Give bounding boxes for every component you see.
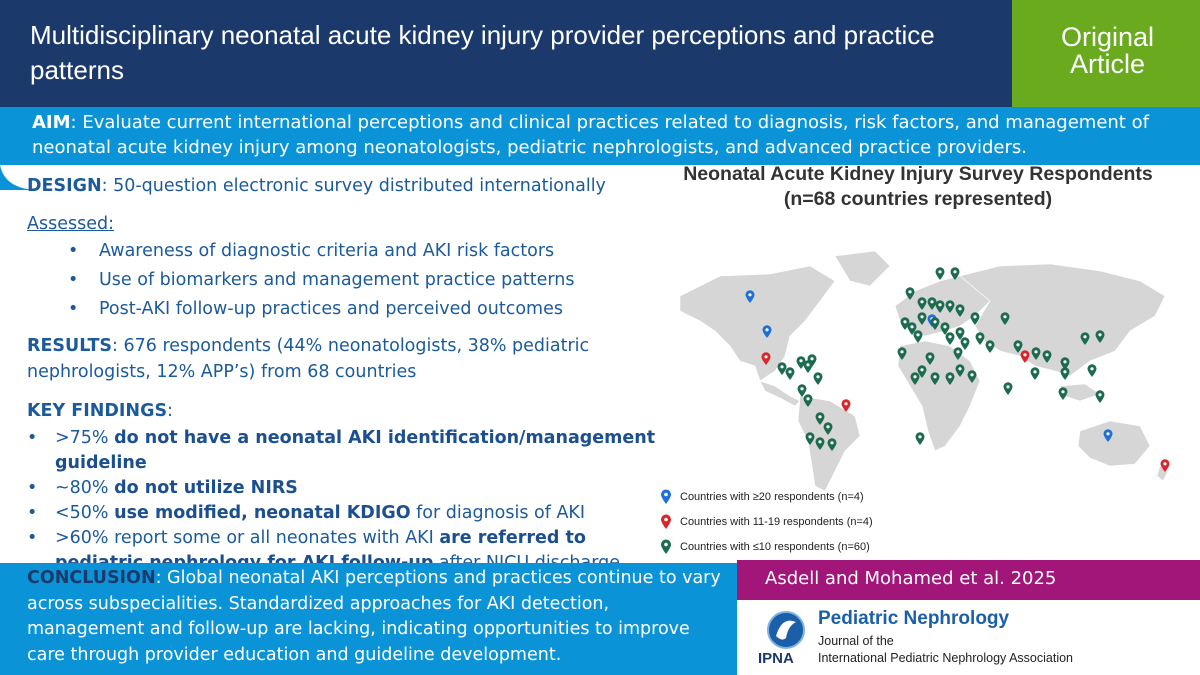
aim-label: AIM (32, 112, 71, 133)
pin-blue-icon (660, 489, 672, 505)
continent-africa (898, 341, 980, 451)
journal-subtitle-1: Journal of the (818, 634, 894, 648)
world-map (660, 236, 1180, 496)
key-finding-item: • ~80% do not utilize NIRS (27, 476, 727, 501)
map-title (660, 162, 1176, 212)
results-section (27, 333, 667, 385)
key-finding-item: • >75% do not have a neonatal AKI identification/management guideline (27, 426, 727, 476)
country-pin (1004, 382, 1013, 395)
conclusion-section (27, 566, 727, 668)
badge-text (1061, 24, 1154, 78)
continent-greenland (835, 251, 890, 286)
conclusion-text: : Global neonatal AKI perceptions and practices continue to vary across subspecialities. Standardized approaches for AKI detection, management and follow-up are lacking, indicating opportunities to improve care through provider education and guideline development. (27, 568, 721, 665)
country-pin (1031, 367, 1040, 380)
country-pin (1088, 364, 1097, 377)
continent-australia (1078, 421, 1150, 466)
conclusion-label: CONCLUSION (27, 568, 156, 588)
results-label: RESULTS (27, 336, 113, 356)
key-findings-label: KEY FINDINGS (27, 401, 168, 421)
results-text: : 676 respondents (44% neonatologists, 38% pediatric nephrologists, 12% APP’s) from 68 countries (27, 336, 590, 382)
aim-section (32, 110, 1182, 160)
map-title-line-2: (n=68 countries represented) (783, 188, 1053, 210)
assessed-item: • Post-AKI follow-up practices and perceived outcomes (68, 295, 575, 324)
aim-text: : Evaluate current international perceptions and clinical practices related to diagnosis, risk factors, and management of neonatal acute kidney injury among neonatologists, pediatric nephrologists, and advanced practice providers. (32, 112, 1149, 158)
country-pin (961, 337, 970, 350)
badge-line-1: Original (1060, 22, 1154, 52)
country-pin (814, 372, 823, 385)
page-title: Multidisciplinary neonatal acute kidney injury provider perceptions and practice patterns (30, 20, 935, 85)
map-title-line-1: Neonatal Acute Kidney Injury Survey Respondents (683, 163, 1153, 185)
country-pin (786, 367, 795, 380)
journal-name: Pediatric Nephrology (818, 608, 1010, 629)
design-section (27, 174, 606, 198)
country-pin (1059, 387, 1068, 400)
key-finding-item: • >60% report some or all neonates with AKI are referred to (27, 526, 627, 576)
legend-label: Countries with ≥20 respondents (n=4) (680, 490, 864, 503)
assessed-label: Assessed (27, 214, 109, 234)
key-finding-item: • <50% use modified, neonatal KDIGO for diagnosis of AKI (27, 501, 727, 526)
assessed-item: • Awareness of diagnostic criteria and AKI risk factors (68, 237, 575, 266)
country-pin (936, 267, 945, 280)
legend-row (660, 484, 873, 509)
country-pin (914, 330, 923, 343)
legend-row (660, 509, 873, 534)
map-legend (660, 484, 873, 559)
country-pin (1096, 390, 1105, 403)
country-pin (986, 340, 995, 353)
journal-subtitle-2: International Pediatric Nephrology Association (818, 651, 1074, 665)
pin-green-icon (660, 539, 672, 555)
country-pin (946, 332, 955, 345)
assessed-heading: Assessed: (27, 214, 114, 234)
country-pin (1061, 367, 1070, 380)
country-pin (778, 362, 787, 375)
design-text: : 50-question electronic survey distributed internationally (101, 176, 606, 196)
assessed-list (68, 237, 575, 324)
key-findings-heading: KEY FINDINGS: (27, 401, 173, 421)
country-pin (916, 432, 925, 445)
assessed-item: • Use of biomarkers and management practice patterns (68, 266, 575, 295)
badge-line-2: Article (1069, 49, 1145, 79)
header-banner (0, 0, 1012, 107)
ipna-logo-text: IPNA (758, 650, 794, 667)
country-pin (976, 332, 985, 345)
continent-central-america (760, 381, 800, 406)
legend-row (660, 534, 873, 559)
design-label: DESIGN (27, 176, 102, 196)
citation: Asdell and Mohamed et al. 2025 (765, 568, 1057, 589)
key-findings-list (27, 426, 727, 576)
legend-label: Countries with ≤10 respondents (n=60) (680, 540, 870, 553)
article-type-badge (1012, 0, 1200, 107)
country-pin (798, 384, 807, 397)
pin-red-icon (660, 514, 672, 530)
legend-label: Countries with 11-19 respondents (n=4) (680, 515, 873, 528)
